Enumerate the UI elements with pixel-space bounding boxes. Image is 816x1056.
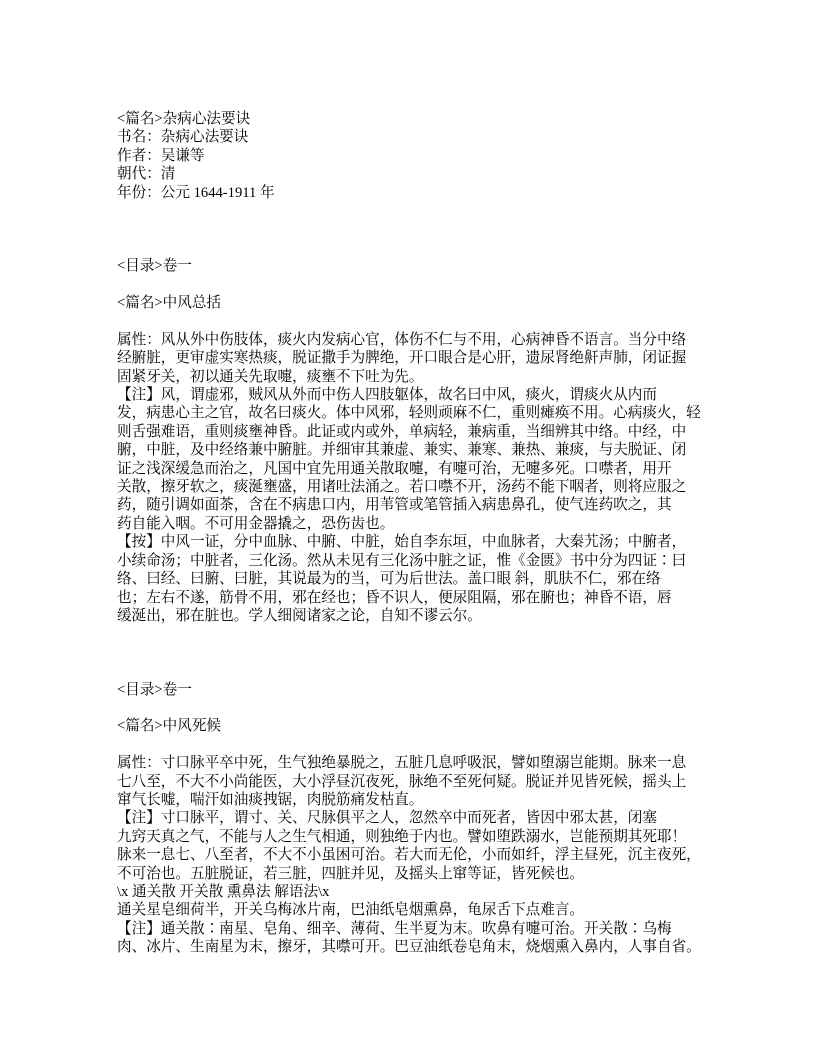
body-text-line: 络、曰经、曰腑、曰脏，其说最为的当，可为后世法。盖口眼 斜，肌肤不仁，邪在络 bbox=[117, 571, 661, 588]
body-text-line: 药自能入咽。不可用金器撬之，恐伤齿也。 bbox=[117, 515, 395, 532]
formula-header-line: \x 通关散 开关散 熏鼻法 解语法\x bbox=[117, 883, 330, 900]
pian-ming-title: <篇名>杂病心法要诀 bbox=[117, 111, 251, 127]
body-text-line: 小续命汤；中脏者，三化汤。然从未见有三化汤中脏之证，惟《金匮》书中分为四证∶曰 bbox=[117, 552, 687, 569]
body-text-line: 也；左右不遂，筋骨不用，邪在经也；昏不识人，便尿阻隔，邪在腑也；神昏不语，唇 bbox=[117, 589, 672, 606]
dynasty-line: 朝代：清 bbox=[117, 166, 176, 183]
paragraph-an bbox=[117, 533, 765, 625]
paragraph-shuxing bbox=[117, 754, 765, 809]
body-text-line: 【注】风，谓虚邪，贼风从外而中伤人四肢躯体，故名曰中风，痰火，谓痰火从内而 bbox=[117, 387, 657, 404]
paragraph-shuxing bbox=[117, 331, 765, 386]
body-text-line: 发，病患心主之官，故名曰痰火。体中风邪，轻则顽麻不仁，重则瘫痪不用。心病痰火，轻 bbox=[117, 405, 701, 422]
paragraph-zhu bbox=[117, 386, 765, 533]
body-text-line: 则舌强难语，重则痰壅神昏。此证或内或外，单病轻，兼病重，当细辨其中络。中经，中 bbox=[117, 423, 687, 440]
paragraph-fangji bbox=[117, 883, 765, 957]
body-text-line: 固紧牙关，初以通关先取嚏，痰壅不下吐为先。 bbox=[117, 368, 424, 385]
body-text-line: 药，随引调如面茶，含在不病患口内，用苇管或笔管插入病患鼻孔，使气连药吹之，其 bbox=[117, 497, 672, 514]
body-text-line: 证之浅深缓急而治之，凡国中宜先用通关散取嚏，有嚏可治，无嚏多死。口噤者，用开 bbox=[117, 460, 672, 477]
text-block bbox=[117, 110, 765, 957]
paragraph-zhu bbox=[117, 809, 765, 883]
body-text-line: 【注】寸口脉平，谓寸、关、尺脉俱平之人，忽然卒中而死者，皆因中邪太甚，闭塞 bbox=[117, 810, 657, 827]
body-text-line: 不可治也。五脏脱证，若三脏，四脏并见，及摇头上窜等证，皆死候也。 bbox=[117, 865, 585, 882]
section-title: <篇名>中风死候 bbox=[117, 718, 222, 735]
section-zhongfeng-zongkuo bbox=[117, 257, 765, 625]
year-line: 年份：公元 1644-1911 年 bbox=[117, 184, 275, 201]
section-zhongfeng-sihou bbox=[117, 681, 765, 957]
body-text-line: 七八至，不大不小尚能医，大小浮昼沉夜死，脉绝不至死何疑。脱证并见皆死候，摇头上 bbox=[117, 773, 687, 790]
body-text-line: 属性：风从外中伤肢体，痰火内发病心官，体伤不仁与不用，心病神昏不语言。当分中络 bbox=[117, 331, 687, 348]
book-name-line: 书名：杂病心法要诀 bbox=[117, 129, 249, 146]
section-title: <篇名>中风总括 bbox=[117, 295, 222, 312]
body-text-line: 关散，擦牙软之，痰涎壅盛，用诸吐法涌之。若口噤不开，汤药不能下咽者，则将应服之 bbox=[117, 479, 687, 496]
body-text-line: 属性：寸口脉平卒中死，生气独绝暴脱之，五脏几息呼吸泯，譬如堕溺岂能期。脉来一息 bbox=[117, 755, 687, 772]
body-text-line: 九窍天真之气，不能与人之生气相通，则独绝于内也。譬如堕跌溺水，岂能预期其死耶！ bbox=[117, 828, 687, 845]
body-text-line: 通关星皂细荷半，开关乌梅冰片南，巴油纸皂烟熏鼻，龟尿舌下点难言。 bbox=[117, 902, 585, 919]
body-text-line: 脉来一息七、八至者，不大不小虽困可治。若大而无伦，小而如纤，浮主昼死，沉主夜死， bbox=[117, 847, 701, 864]
body-text-line: 肉、冰片、生南星为末，擦牙，其噤可开。巴豆油纸卷皂角末，烧烟熏入鼻内，人事自省。 bbox=[117, 939, 701, 956]
body-text-line: 【按】中风一证，分中血脉、中腑、中脏，始自李东垣，中血脉者，大秦艽汤；中腑者， bbox=[117, 534, 687, 551]
body-text-line: 缓涎出，邪在脏也。学人细阅诸家之论，自知不谬云尔。 bbox=[117, 607, 482, 624]
body-text-line: 经腑脏，更审虚实寒热痰，脱证撒手为脾绝，开口眼合是心肝，遗尿肾绝鼾声肺，闭证握 bbox=[117, 350, 687, 367]
body-text-line: 【注】通关散∶南星、皂角、细辛、薄荷、生半夏为末。吹鼻有嚏可治。开关散∶乌梅 bbox=[117, 920, 672, 937]
author-line: 作者：吴谦等 bbox=[117, 147, 205, 164]
body-text-line: 腑，中脏，及中经络兼中腑脏。并细审其兼虚、兼实、兼寒、兼热、兼痰，与夫脱证、闭 bbox=[117, 442, 687, 459]
book-meta bbox=[117, 110, 765, 202]
toc-volume-line: <目录>卷一 bbox=[117, 681, 192, 698]
body-text-line: 窜气长嘘，喘汗如油痰拽锯，肉脱筋痛发枯直。 bbox=[117, 791, 424, 808]
toc-volume-line: <目录>卷一 bbox=[117, 258, 192, 275]
